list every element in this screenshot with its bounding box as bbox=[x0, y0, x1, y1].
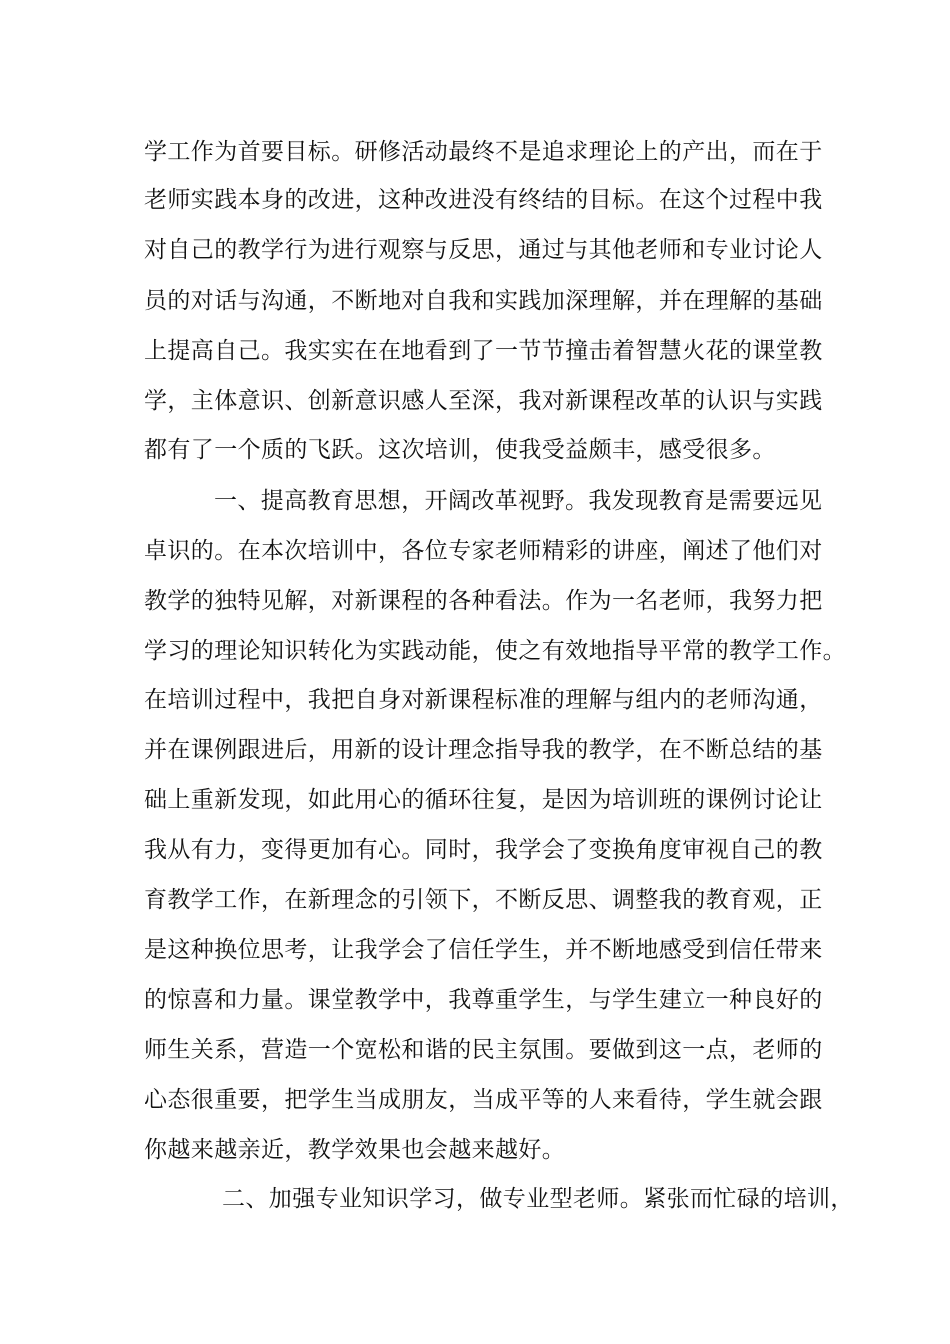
text-line: 心态很重要，把学生当成朋友，当成平等的人来看待，学生就会跟 bbox=[144, 1087, 823, 1113]
text-line: 并在课例跟进后，用新的设计理念指导我的教学，在不断总结的基 bbox=[144, 737, 823, 763]
text-line: 我从有力，变得更加有心。同时，我学会了变换角度审视自己的教 bbox=[144, 837, 823, 863]
text-line: 的惊喜和力量。课堂教学中，我尊重学生，与学生建立一种良好的 bbox=[144, 987, 823, 1013]
text-line: 对自己的教学行为进行观察与反思，通过与其他老师和专业讨论人 bbox=[144, 237, 823, 263]
text-line: 学习的理论知识转化为实践动能，使之有效地指导平常的教学工作。 bbox=[144, 638, 846, 664]
text-line: 你越来越亲近，教学效果也会越来越好。 bbox=[144, 1137, 566, 1163]
text-line: 学，主体意识、创新意识感人至深，我对新课程改革的认识与实践 bbox=[144, 388, 823, 414]
text-line: 卓识的。在本次培训中，各位专家老师精彩的讲座，阐述了他们对 bbox=[144, 538, 823, 564]
section-heading-line: 二、加强专业知识学习，做专业型老师。紧张而忙碌的培训， bbox=[222, 1186, 854, 1212]
text-line: 员的对话与沟通，不断地对自我和实践加深理解，并在理解的基础 bbox=[144, 288, 823, 314]
text-line: 在培训过程中，我把自身对新课程标准的理解与组内的老师沟通， bbox=[144, 687, 823, 713]
section-heading-line: 一、提高教育思想，开阔改革视野。我发现教育是需要远见 bbox=[214, 488, 823, 514]
text-line: 是这种换位思考，让我学会了信任学生，并不断地感受到信任带来 bbox=[144, 937, 823, 963]
text-line: 上提高自己。我实实在在地看到了一节节撞击着智慧火花的课堂教 bbox=[144, 338, 823, 364]
text-line: 学工作为首要目标。研修活动最终不是追求理论上的产出，而在于 bbox=[144, 139, 823, 165]
text-line: 教学的独特见解，对新课程的各种看法。作为一名老师，我努力把 bbox=[144, 588, 823, 614]
text-line: 老师实践本身的改进，这种改进没有终结的目标。在这个过程中我 bbox=[144, 187, 823, 213]
text-line: 都有了一个质的飞跃。这次培训，使我受益颇丰，感受很多。 bbox=[144, 437, 776, 463]
text-line: 育教学工作，在新理念的引领下，不断反思、调整我的教育观，正 bbox=[144, 887, 823, 913]
text-line: 师生关系，营造一个宽松和谐的民主氛围。要做到这一点，老师的 bbox=[144, 1037, 823, 1063]
text-line: 础上重新发现，如此用心的循环往复，是因为培训班的课例讨论让 bbox=[144, 787, 823, 813]
